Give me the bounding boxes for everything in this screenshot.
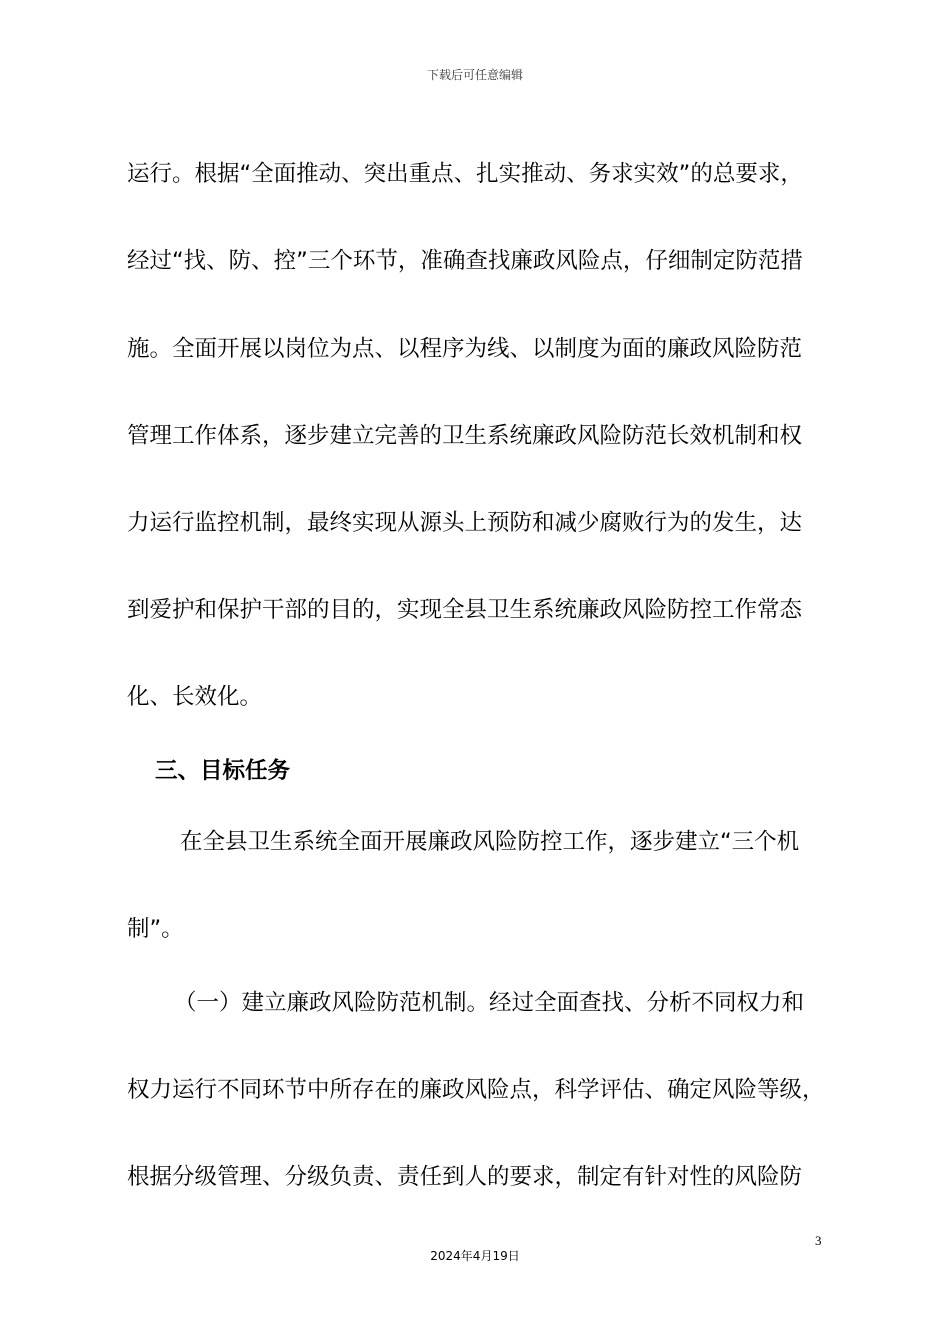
footer-date: 2024年4月19日 <box>430 1249 520 1263</box>
paragraph-line: 根据分级管理、分级负责、责任到人的要求，制定有针对性的风险防 <box>127 1164 803 1190</box>
paragraph-line: 在全县卫生系统全面开展廉政风险防控工作，逐步建立“三个机 <box>180 829 800 855</box>
paragraph-line: 管理工作体系，逐步建立完善的卫生系统廉政风险防范长效机制和权 <box>127 423 803 449</box>
paragraph-line: 运行。根据“全面推动、突出重点、扎实推动、务求实效”的总要求， <box>127 161 803 187</box>
paragraph-line: 化、长效化。 <box>127 684 263 710</box>
paragraph-line: 力运行监控机制，最终实现从源头上预防和减少腐败行为的发生，达 <box>127 510 803 536</box>
paragraph-line: 施。全面开展以岗位为点、以程序为线、以制度为面的廉政风险防范 <box>127 336 803 362</box>
paragraph-line: 权力运行不同环节中所存在的廉政风险点，科学评估、确定风险等级， <box>127 1077 825 1103</box>
paragraph-line: 制”。 <box>127 916 184 942</box>
paragraph-line: （一）建立廉政风险防范机制。经过全面查找、分析不同权力和 <box>174 990 805 1016</box>
page-header: 下载后可任意编辑 <box>426 68 523 82</box>
paragraph-line: 到爱护和保护干部的目的，实现全县卫生系统廉政风险防控工作常态 <box>127 597 803 623</box>
page-number: 3 <box>815 1233 822 1248</box>
paragraph-line: 经过“找、防、控”三个环节，准确查找廉政风险点，仔细制定防范措 <box>127 248 803 274</box>
section-heading: 三、目标任务 <box>155 758 291 784</box>
